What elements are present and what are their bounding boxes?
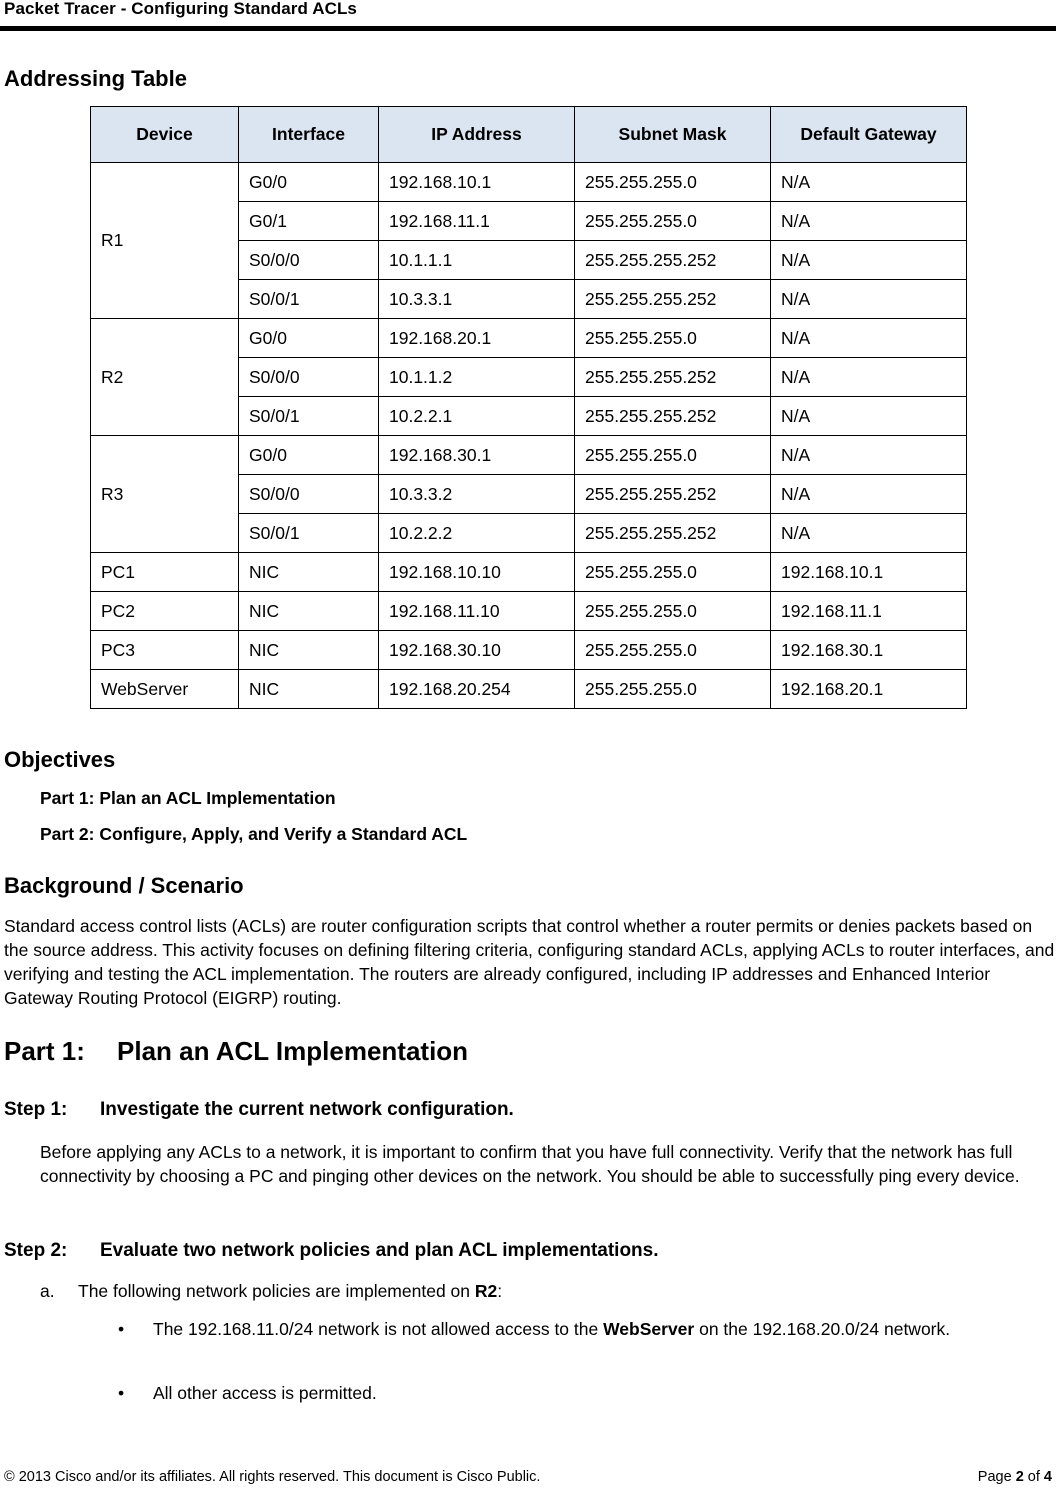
step2-heading	[4, 1240, 659, 1262]
ip-cell: 192.168.20.1	[379, 319, 575, 358]
background-paragraph: Standard access control lists (ACLs) are router configuration scripts that control whether a router permits or denies packets based on the source address. This activity focuses on defining filtering criteria, configuring standard ACLs, applying ACLs to router interfaces, and verifying and testing the ACL implementation. The routers are already configured, including IP addresses and Enhanced Interior Gateway Routing Protocol (EIGRP) routing.	[4, 916, 1055, 1008]
interface-cell: G0/1	[239, 202, 379, 241]
ip-cell: 10.2.2.1	[379, 397, 575, 436]
table-row	[91, 670, 967, 709]
ip-cell: 192.168.30.1	[379, 436, 575, 475]
gateway-cell: N/A	[771, 241, 967, 280]
bullet-text	[153, 1314, 1033, 1344]
gateway-cell: N/A	[771, 319, 967, 358]
mask-cell: 255.255.255.252	[575, 475, 771, 514]
gateway-cell: N/A	[771, 358, 967, 397]
gateway-cell: N/A	[771, 436, 967, 475]
list-item-label: a.	[40, 1281, 55, 1301]
column-header-subnet-mask: Subnet Mask	[575, 107, 771, 163]
interface-cell: NIC	[239, 631, 379, 670]
mask-cell: 255.255.255.0	[575, 553, 771, 592]
list-item-bold: R2	[474, 1281, 498, 1301]
gateway-cell: N/A	[771, 163, 967, 202]
table-row	[91, 436, 967, 475]
interface-cell: S0/0/1	[239, 280, 379, 319]
bullet-item	[118, 1378, 1033, 1408]
mask-cell: 255.255.255.252	[575, 280, 771, 319]
background-heading: Background / Scenario	[4, 873, 244, 898]
gateway-cell: N/A	[771, 202, 967, 241]
list-item-text-end: :	[497, 1281, 503, 1301]
mask-cell: 255.255.255.0	[575, 202, 771, 241]
interface-cell: NIC	[239, 553, 379, 592]
interface-cell: G0/0	[239, 319, 379, 358]
device-cell: PC1	[91, 553, 239, 592]
ip-cell: 10.1.1.1	[379, 241, 575, 280]
mask-cell: 255.255.255.0	[575, 631, 771, 670]
addressing-table	[90, 106, 967, 709]
step1-paragraph: Before applying any ACLs to a network, it is important to confirm that you have full connectivity. Verify that the network has full connectivity by choosing a PC and pinging other devices on the network. You should be able to successfully ping every device.	[40, 1142, 1020, 1186]
ip-cell: 192.168.30.10	[379, 631, 575, 670]
bullet-text-start: The 192.168.11.0/24 network is not allowed access to the	[153, 1319, 604, 1339]
gateway-cell: 192.168.11.1	[771, 592, 967, 631]
bullet-icon: •	[118, 1383, 125, 1403]
table-row	[91, 592, 967, 631]
step2-title: Evaluate two network policies and plan ACL implementations.	[100, 1240, 659, 1261]
step1-heading	[4, 1099, 514, 1121]
table-row	[91, 631, 967, 670]
step1-number: Step 1:	[4, 1099, 68, 1120]
bullet-icon: •	[118, 1319, 125, 1339]
table-row	[91, 319, 967, 358]
step1-title: Investigate the current network configuration.	[100, 1099, 514, 1120]
page-prefix: Page	[977, 1469, 1016, 1485]
ip-cell: 192.168.20.254	[379, 670, 575, 709]
gateway-cell: N/A	[771, 475, 967, 514]
bullet-text	[153, 1378, 1033, 1408]
interface-cell: S0/0/0	[239, 358, 379, 397]
device-cell: R3	[91, 436, 239, 553]
gateway-cell: 192.168.20.1	[771, 670, 967, 709]
interface-cell: NIC	[239, 670, 379, 709]
device-cell: R2	[91, 319, 239, 436]
mask-cell: 255.255.255.252	[575, 241, 771, 280]
header-divider	[0, 26, 1056, 31]
mask-cell: 255.255.255.0	[575, 436, 771, 475]
part1-number: Part 1:	[4, 1036, 85, 1066]
part1-title: Plan an ACL Implementation	[117, 1036, 469, 1066]
interface-cell: NIC	[239, 592, 379, 631]
mask-cell: 255.255.255.252	[575, 514, 771, 553]
mask-cell: 255.255.255.0	[575, 670, 771, 709]
page-total: 4	[1043, 1469, 1052, 1485]
interface-cell: S0/0/1	[239, 514, 379, 553]
mask-cell: 255.255.255.252	[575, 397, 771, 436]
mask-cell: 255.255.255.0	[575, 163, 771, 202]
column-header-ip-address: IP Address	[379, 107, 575, 163]
gateway-cell: N/A	[771, 397, 967, 436]
footer-page-number	[978, 1469, 1052, 1485]
ip-cell: 10.3.3.2	[379, 475, 575, 514]
objectives-heading: Objectives	[4, 747, 116, 772]
ip-cell: 192.168.11.10	[379, 592, 575, 631]
column-header-default-gateway: Default Gateway	[771, 107, 967, 163]
footer-copyright: © 2013 Cisco and/or its affiliates. All rights reserved. This document is Cisco Public.	[4, 1469, 541, 1485]
interface-cell: S0/0/0	[239, 475, 379, 514]
interface-cell: S0/0/0	[239, 241, 379, 280]
table-header-row	[91, 107, 967, 163]
table-row	[91, 553, 967, 592]
gateway-cell: N/A	[771, 280, 967, 319]
ip-cell: 10.1.1.2	[379, 358, 575, 397]
objective-item: Part 1: Plan an ACL Implementation	[40, 788, 336, 808]
device-cell: PC2	[91, 592, 239, 631]
ip-cell: 10.2.2.2	[379, 514, 575, 553]
step2-number: Step 2:	[4, 1240, 68, 1261]
mask-cell: 255.255.255.0	[575, 319, 771, 358]
column-header-interface: Interface	[239, 107, 379, 163]
bullet-text-start: All other access is permitted.	[153, 1383, 377, 1403]
gateway-cell: 192.168.10.1	[771, 553, 967, 592]
list-item-a	[40, 1281, 502, 1302]
interface-cell: S0/0/1	[239, 397, 379, 436]
gateway-cell: 192.168.30.1	[771, 631, 967, 670]
addressing-table-heading: Addressing Table	[4, 66, 187, 91]
mask-cell: 255.255.255.252	[575, 358, 771, 397]
bullet-item	[118, 1314, 1033, 1344]
table-row	[91, 163, 967, 202]
document-header-title: Packet Tracer - Configuring Standard ACLs	[4, 0, 357, 18]
page-current: 2	[1015, 1469, 1024, 1485]
gateway-cell: N/A	[771, 514, 967, 553]
interface-cell: G0/0	[239, 163, 379, 202]
mask-cell: 255.255.255.0	[575, 592, 771, 631]
ip-cell: 192.168.11.1	[379, 202, 575, 241]
bullet-text-bold: WebServer	[603, 1319, 695, 1339]
ip-cell: 192.168.10.10	[379, 553, 575, 592]
interface-cell: G0/0	[239, 436, 379, 475]
bullet-text-end: on the 192.168.20.0/24 network.	[694, 1319, 951, 1339]
list-item-text: The following network policies are implemented on	[78, 1281, 475, 1301]
ip-cell: 192.168.10.1	[379, 163, 575, 202]
part1-heading	[4, 1036, 468, 1067]
objective-item: Part 2: Configure, Apply, and Verify a Standard ACL	[40, 824, 468, 844]
column-header-device: Device	[91, 107, 239, 163]
ip-cell: 10.3.3.1	[379, 280, 575, 319]
device-cell: R1	[91, 163, 239, 319]
page-mid: of	[1023, 1469, 1044, 1485]
device-cell: WebServer	[91, 670, 239, 709]
device-cell: PC3	[91, 631, 239, 670]
